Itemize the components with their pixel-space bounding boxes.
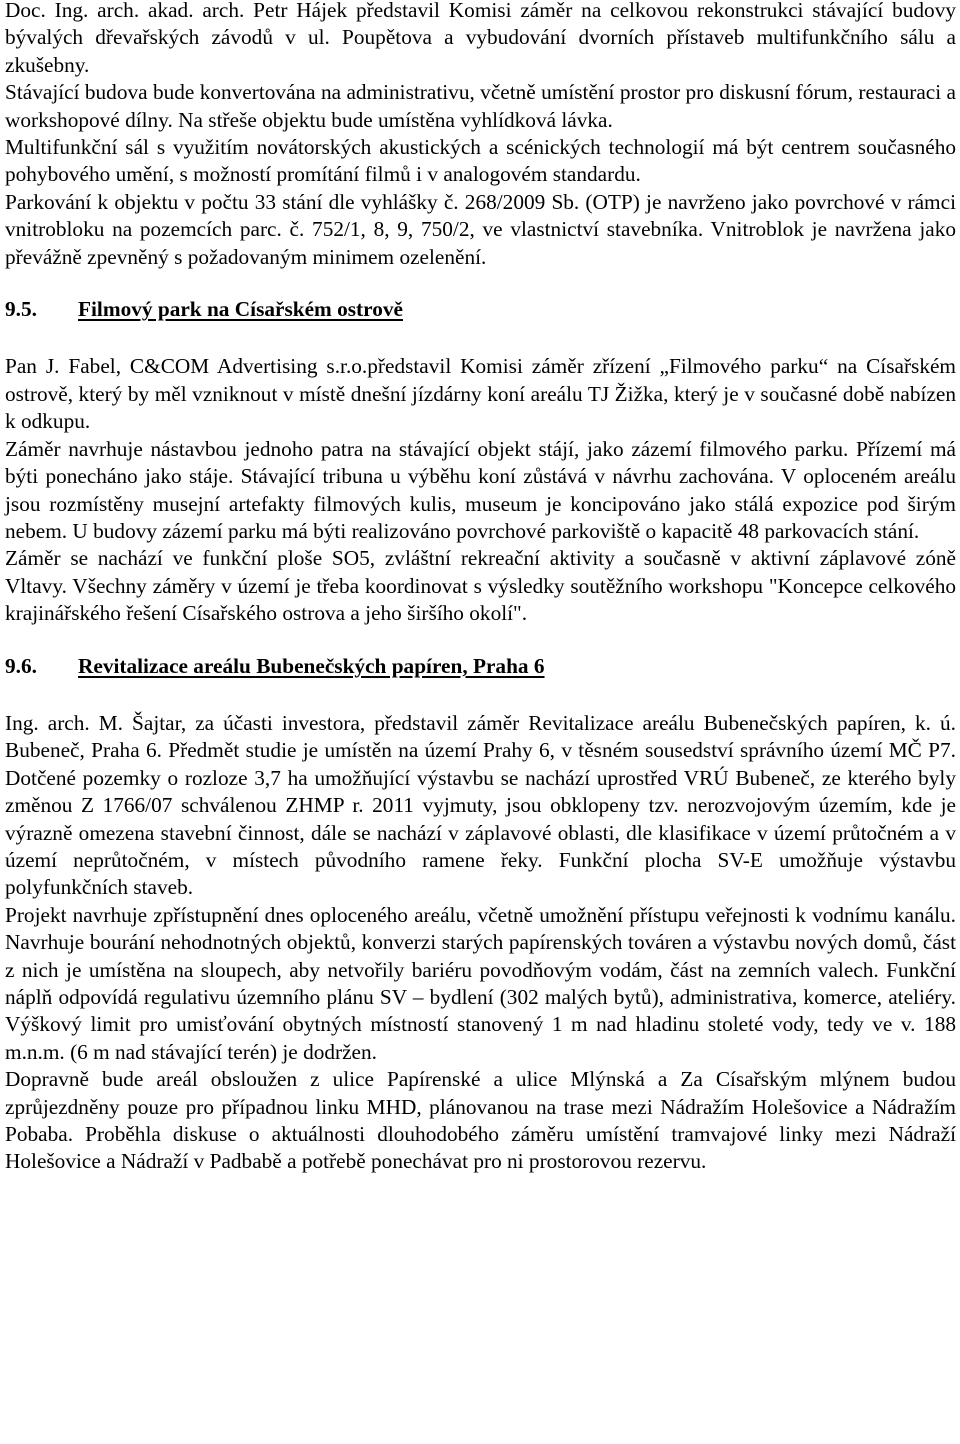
paragraph: Pan J. Fabel, C&COM Advertising s.r.o.představil Komisi záměr zřízení „Filmového parku“ na Císařském ostrově, který by měl vzniknout v místě dnešní jízdárny koní areálu TJ Žižka, který je v současné době nabízen k odkupu.	[5, 354, 956, 434]
paragraph: Projekt navrhuje zpřístupnění dnes oploceného areálu, včetně umožnění přístupu veřejnosti k vodnímu kanálu. Navrhuje bourání nehodnotných objektů, konverzi starých papírenských továren a výstavbu nových domů, část z nich je umístěna na sloupech, aby netvořily bariéru povodňovým vodám, část na zemních valech. Funkční náplň odpovídá regulativu územního plánu SV – bydlení (302 malých bytů), administrativa, komerce, ateliéry. Výškový limit pro umisťování obytných místností stanovený 1 m nad hladinu stoleté vody, tedy ve v. 188 m.n.m. (6 m nad stávající terén) je dodržen.	[5, 902, 956, 1064]
section-number: 9.5.	[5, 297, 37, 322]
paragraph: Záměr se nachází ve funkční ploše SO5, zvláštní rekreační aktivity a současně v aktivní záplavové zóně Vltavy. Všechny záměry v území je třeba koordinovat s výsledky soutěžního workshopu "Koncepce celkového krajinářského řešení Císařského ostrova a jeho širšího okolí".	[5, 546, 956, 626]
paragraph: Záměr navrhuje nástavbou jednoho patra na stávající objekt stájí, jako zázemí filmového parku. Přízemí má býti ponecháno jako stáje. Stávající tribuna u výběhu koní zůstává v návrhu zachována. V oploceném areálu jsou rozmístěny musejní artefakty filmových kulis, museum je koncipováno jako stálá expozice pod širým nebem. U budovy zázemí parku má býti realizováno povrchové parkoviště o kapacitě 48 parkovacích stání.	[5, 436, 956, 543]
section-title: Filmový park na Císařském ostrově	[78, 297, 403, 322]
intro-block	[5, 0, 956, 271]
paragraph: Ing. arch. M. Šajtar, za účasti investora, představil záměr Revitalizace areálu Bubenečských papíren, k. ú. Bubeneč, Praha 6. Předmět studie je umístěn na území Prahy 6, v těsném sousedství správního území MČ P7. Dotčené pozemky o rozloze 3,7 ha umožňující výstavbu se nachází uprostřed VRÚ Bubeneč, ze kterého byly změnou Z 1766/07 schválenou ZHMP r. 2011 vyjmuty, jsou obklopeny tzv. nerozvojovým územím, kde je výrazně omezena stavební činnost, dále se nachází v záplavové oblasti, dle klasifikace v území průtočném a v území neprůtočném, v místech původního ramene řeky. Funkční plocha SV-E umožňuje výstavbu polyfunkčních staveb.	[5, 710, 956, 900]
paragraph: Stávající budova bude konvertována na administrativu, včetně umístění prostor pro diskusní fórum, restauraci a workshopové dílny. Na střeše objektu bude umístěna vyhlídková lávka.	[5, 80, 956, 132]
paragraph: Parkování k objektu v počtu 33 stání dle vyhlášky č. 268/2009 Sb. (OTP) je navrženo jako povrchové v rámci vnitrobloku na pozemcích parc. č. 752/1, 8, 9, 750/2, ve vlastnictví stavebníka. Vnitroblok je navržena jako převážně zpevněný s požadovaným minimem ozelenění.	[5, 189, 956, 269]
section-9-5-body	[5, 353, 956, 627]
section-9-6-body	[5, 710, 956, 1176]
section-number: 9.6.	[5, 653, 37, 678]
paragraph: Doc. Ing. arch. akad. arch. Petr Hájek představil Komisi záměr na celkovou rekonstrukci stávající budovy bývalých dřevařských závodů v ul. Poupětova a vybudování dvorních přístaveb multifunkčního sálu a zkušebny.	[5, 0, 956, 77]
section-heading-9-6	[5, 653, 956, 680]
paragraph: Dopravně bude areál obsloužen z ulice Papírenské a ulice Mlýnská a Za Císařským mlýnem budou zprůjezdněny pouze pro případnou linku MHD, plánovanou na trase mezi Nádražím Holešovice a Nádražím Pobaba. Proběhla diskuse o aktuálnosti dlouhodobého záměru umístění tramvajové linky mezi Nádraží Holešovice a Nádraží v Padbabě a potřebě ponechávat pro ni prostorovou rezervu.	[5, 1067, 956, 1174]
paragraph: Multifunkční sál s využitím novátorských akustických a scénických technologií má být centrem současného pohybového umění, s možností promítání filmů i v analogovém standardu.	[5, 135, 956, 187]
section-title: Revitalizace areálu Bubenečských papíren, Praha 6	[78, 653, 545, 678]
section-heading-9-5	[5, 296, 956, 323]
